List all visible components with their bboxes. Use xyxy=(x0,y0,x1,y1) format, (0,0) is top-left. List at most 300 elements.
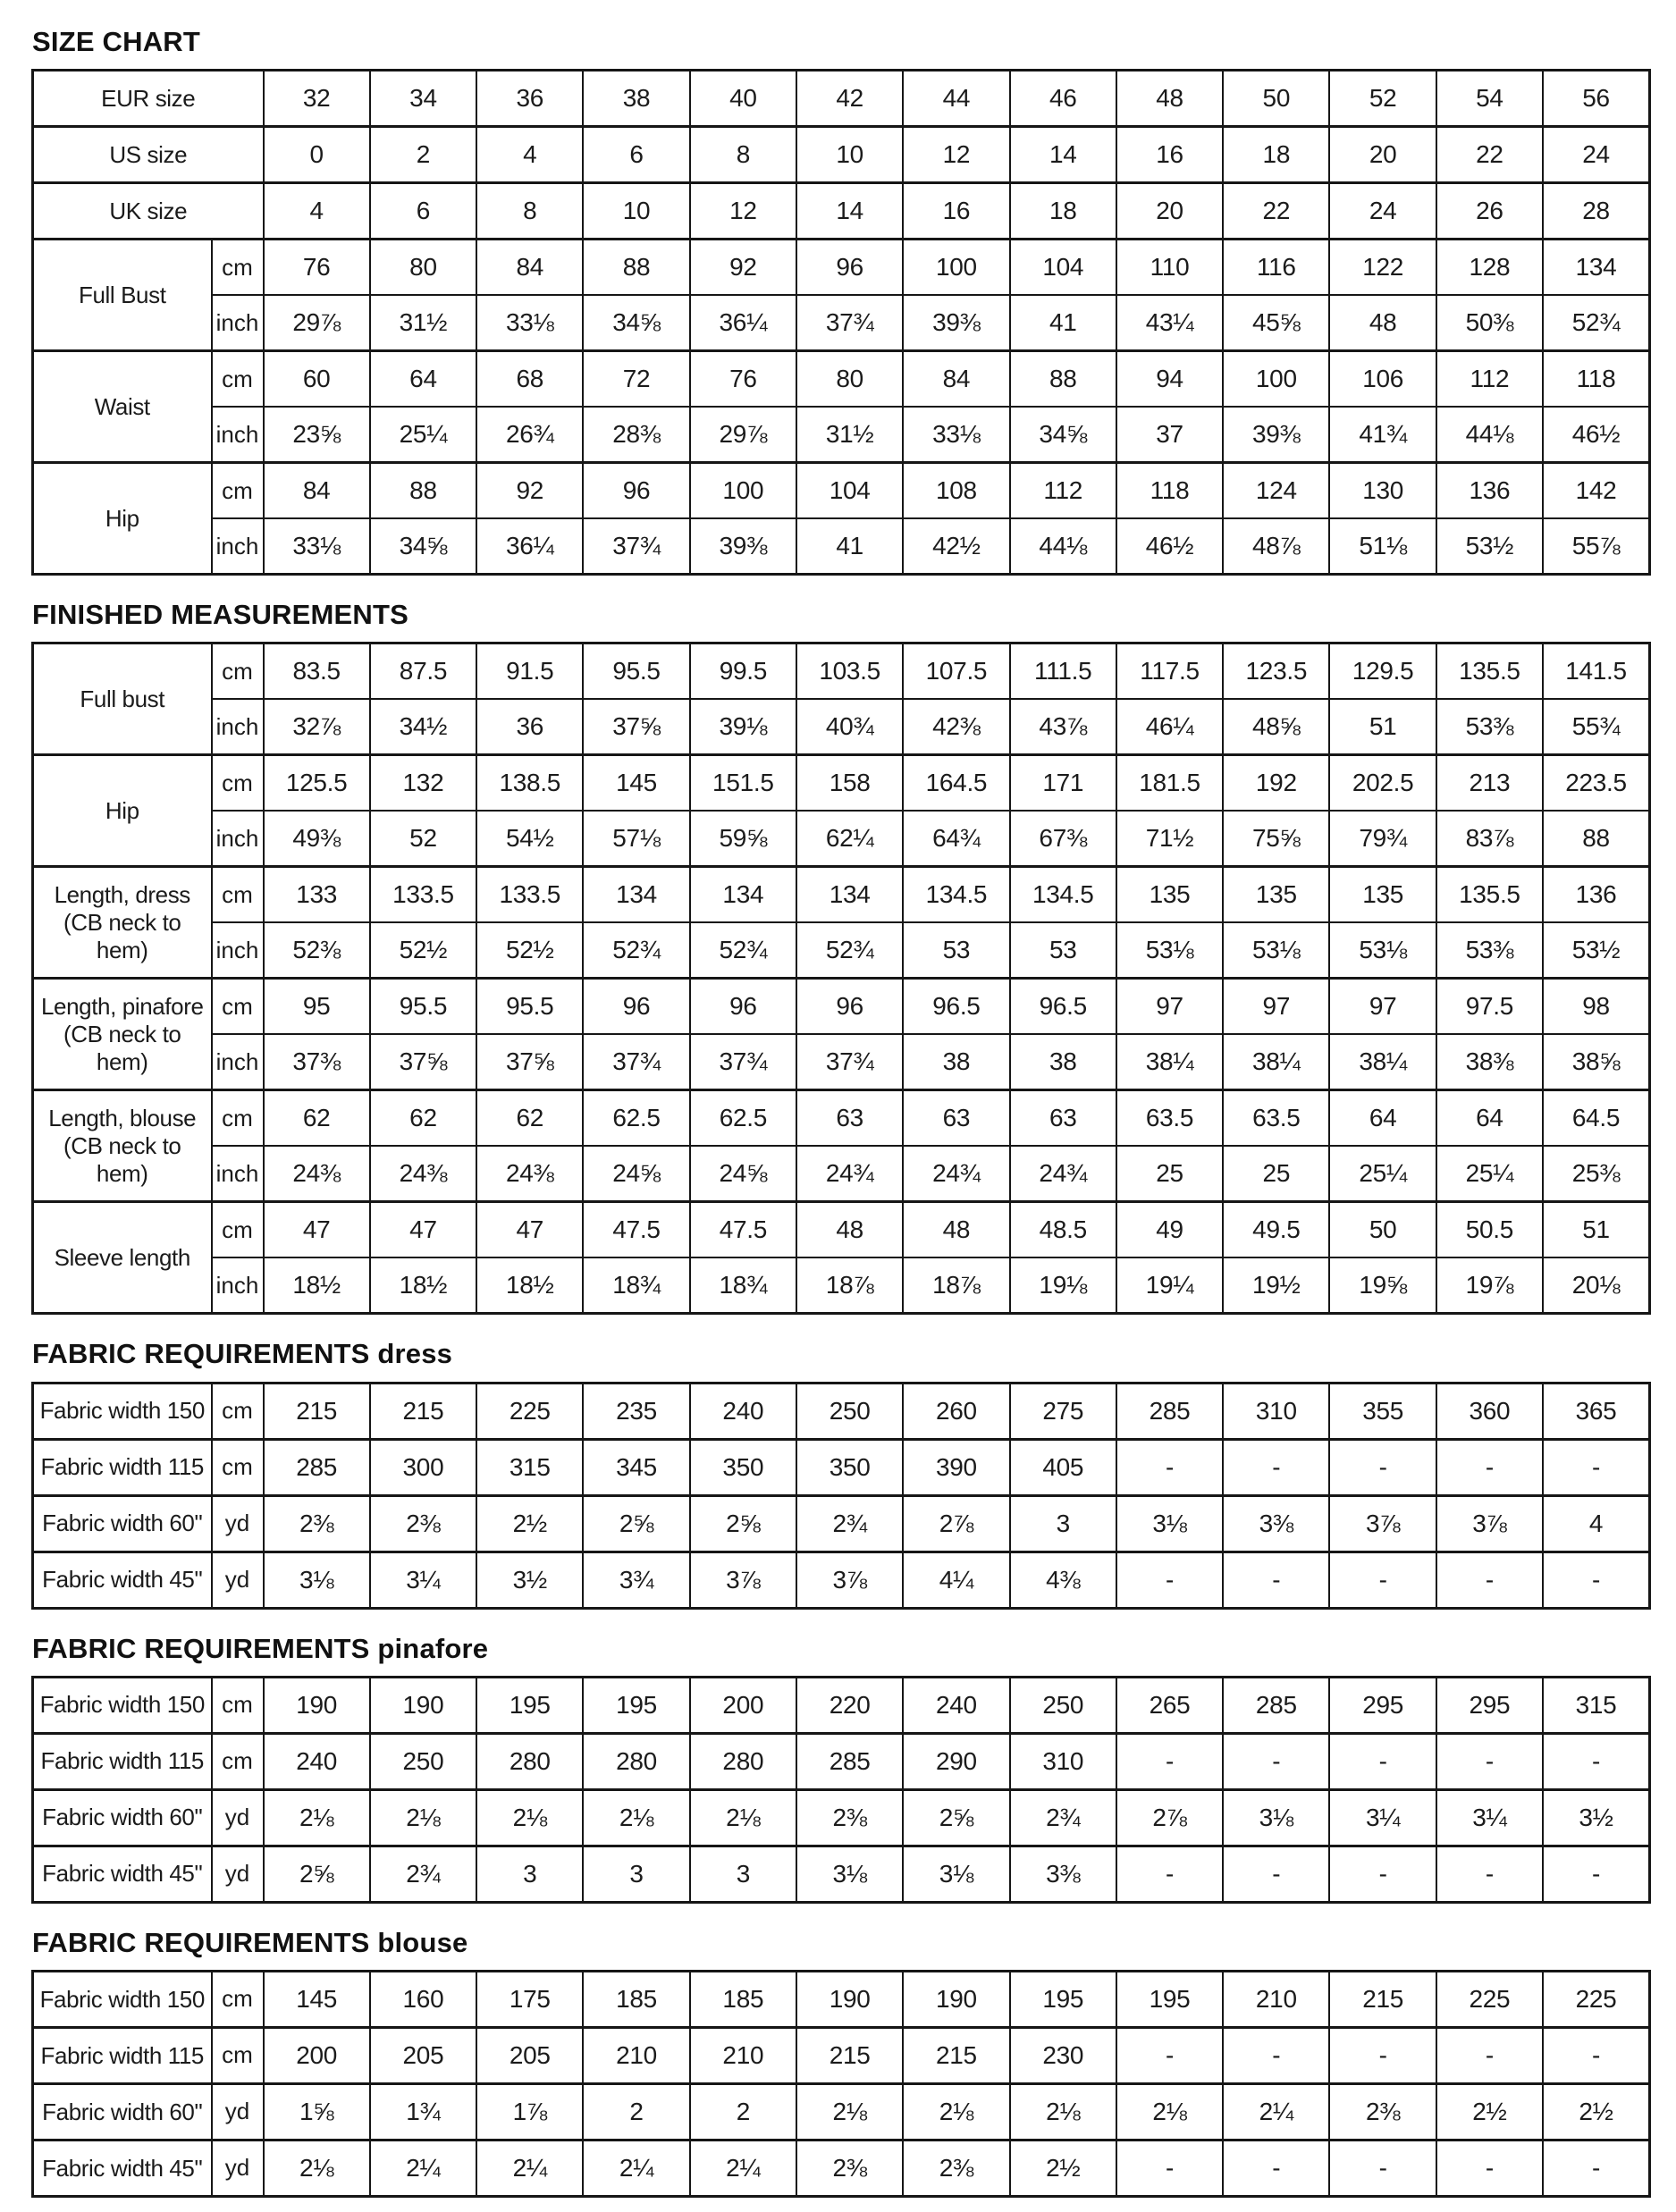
value-cell: 40¾ xyxy=(796,699,903,755)
row-label: Fabric width 115 xyxy=(33,1439,212,1495)
unit-cell: inch xyxy=(212,1257,264,1314)
value-cell: 52¾ xyxy=(583,922,689,979)
value-cell: 52 xyxy=(370,811,476,867)
value-cell: 106 xyxy=(1329,351,1436,408)
value-cell: 91.5 xyxy=(476,643,583,700)
value-cell: 64 xyxy=(370,351,476,408)
table-row xyxy=(33,518,1650,575)
value-cell: 2½ xyxy=(1010,2140,1116,2196)
value-cell: - xyxy=(1436,1846,1543,1902)
value-cell: 48 xyxy=(1116,71,1223,127)
row-label: Full bust xyxy=(33,643,212,755)
value-cell: 160 xyxy=(370,1971,476,2027)
value-cell: 38¼ xyxy=(1329,1034,1436,1090)
value-cell: 164.5 xyxy=(903,755,1009,812)
value-cell: 129.5 xyxy=(1329,643,1436,700)
value-cell: 4⅜ xyxy=(1010,1552,1116,1608)
table-row xyxy=(33,1789,1650,1846)
value-cell: 280 xyxy=(476,1733,583,1789)
value-cell: 46 xyxy=(1010,71,1116,127)
unit-cell: yd xyxy=(212,2083,264,2140)
value-cell: 110 xyxy=(1116,240,1223,296)
value-cell: 134 xyxy=(690,867,796,923)
value-cell: 36¼ xyxy=(690,295,796,351)
unit-cell: cm xyxy=(212,2027,264,2083)
value-cell: 96.5 xyxy=(903,979,1009,1035)
value-cell: 55⅞ xyxy=(1543,518,1649,575)
table-row xyxy=(33,1257,1650,1314)
value-cell: 32 xyxy=(264,71,370,127)
value-cell: 49.5 xyxy=(1223,1202,1329,1258)
value-cell: - xyxy=(1329,1733,1436,1789)
value-cell: 54 xyxy=(1436,71,1543,127)
value-cell: 33⅛ xyxy=(476,295,583,351)
value-cell: 3⅞ xyxy=(796,1552,903,1608)
section-title-fabric-requirements-pinafore: FABRIC REQUIREMENTS pinafore xyxy=(32,1632,489,1664)
value-cell: - xyxy=(1223,1439,1329,1495)
value-cell: 52¾ xyxy=(690,922,796,979)
value-cell: - xyxy=(1116,1846,1223,1902)
value-cell: 133 xyxy=(264,867,370,923)
unit-cell: inch xyxy=(212,518,264,575)
value-cell: 118 xyxy=(1116,463,1223,519)
value-cell: 62 xyxy=(476,1090,583,1147)
value-cell: 48⅞ xyxy=(1223,518,1329,575)
value-cell: 37¾ xyxy=(796,295,903,351)
value-cell: 53½ xyxy=(1543,922,1649,979)
value-cell: 210 xyxy=(583,2027,689,2083)
value-cell: 24⅜ xyxy=(370,1146,476,1202)
value-cell: 136 xyxy=(1436,463,1543,519)
value-cell: 141.5 xyxy=(1543,643,1649,700)
value-cell: 24¾ xyxy=(796,1146,903,1202)
value-cell: - xyxy=(1329,2027,1436,2083)
unit-cell: yd xyxy=(212,1789,264,1846)
value-cell: 48 xyxy=(903,1202,1009,1258)
value-cell: 19⅞ xyxy=(1436,1257,1543,1314)
unit-cell: cm xyxy=(212,351,264,408)
value-cell: 117.5 xyxy=(1116,643,1223,700)
value-cell: 2⅜ xyxy=(264,1495,370,1552)
value-cell: 24 xyxy=(1543,127,1649,183)
value-cell: 18 xyxy=(1010,183,1116,240)
value-cell: 235 xyxy=(583,1383,689,1439)
table-row xyxy=(33,811,1650,867)
value-cell: 202.5 xyxy=(1329,755,1436,812)
value-cell: 390 xyxy=(903,1439,1009,1495)
value-cell: 88 xyxy=(1543,811,1649,867)
value-cell: 24¾ xyxy=(1010,1146,1116,1202)
value-cell: 49 xyxy=(1116,1202,1223,1258)
value-cell: 124 xyxy=(1223,463,1329,519)
value-cell: 62 xyxy=(370,1090,476,1147)
value-cell: 142 xyxy=(1543,463,1649,519)
value-cell: 97.5 xyxy=(1436,979,1543,1035)
row-label: Fabric width 60" xyxy=(33,2083,212,2140)
value-cell: 20⅛ xyxy=(1543,1257,1649,1314)
value-cell: 111.5 xyxy=(1010,643,1116,700)
value-cell: 53⅛ xyxy=(1329,922,1436,979)
value-cell: 49⅜ xyxy=(264,811,370,867)
value-cell: 76 xyxy=(690,351,796,408)
unit-cell: inch xyxy=(212,295,264,351)
value-cell: 4 xyxy=(1543,1495,1649,1552)
value-cell: 100 xyxy=(1223,351,1329,408)
value-cell: 285 xyxy=(264,1439,370,1495)
value-cell: 59⅝ xyxy=(690,811,796,867)
value-cell: 39⅜ xyxy=(1223,407,1329,463)
row-sublabel: (CB neck to hem) xyxy=(63,1132,181,1187)
value-cell: 2⅝ xyxy=(264,1846,370,1902)
value-cell: 223.5 xyxy=(1543,755,1649,812)
value-cell: 53⅛ xyxy=(1116,922,1223,979)
value-cell: 118 xyxy=(1543,351,1649,408)
row-label: Hip xyxy=(33,463,212,575)
value-cell: 3 xyxy=(476,1846,583,1902)
value-cell: 190 xyxy=(903,1971,1009,2027)
value-cell: 285 xyxy=(1223,1677,1329,1733)
value-cell: 31½ xyxy=(796,407,903,463)
value-cell: 10 xyxy=(583,183,689,240)
value-cell: 3¼ xyxy=(370,1552,476,1608)
value-cell: 51 xyxy=(1329,699,1436,755)
value-cell: 300 xyxy=(370,1439,476,1495)
value-cell: - xyxy=(1436,1439,1543,1495)
table-row xyxy=(33,2027,1650,2083)
value-cell: 200 xyxy=(690,1677,796,1733)
value-cell: 215 xyxy=(370,1383,476,1439)
value-cell: 175 xyxy=(476,1971,583,2027)
unit-cell: cm xyxy=(212,867,264,923)
unit-cell: yd xyxy=(212,1846,264,1902)
unit-cell: cm xyxy=(212,1090,264,1147)
value-cell: 3⅞ xyxy=(1329,1495,1436,1552)
value-cell: 34⅝ xyxy=(370,518,476,575)
value-cell: 1⅝ xyxy=(264,2083,370,2140)
unit-cell: yd xyxy=(212,1552,264,1608)
value-cell: 36 xyxy=(476,71,583,127)
value-cell: 134.5 xyxy=(903,867,1009,923)
value-cell: 64 xyxy=(1436,1090,1543,1147)
value-cell: 285 xyxy=(796,1733,903,1789)
value-cell: 2¼ xyxy=(476,2140,583,2196)
value-cell: 134.5 xyxy=(1010,867,1116,923)
value-cell: 47 xyxy=(264,1202,370,1258)
value-cell: 345 xyxy=(583,1439,689,1495)
value-cell: 62 xyxy=(264,1090,370,1147)
row-label: Fabric width 45" xyxy=(33,2140,212,2196)
row-label: Fabric width 45" xyxy=(33,1846,212,1902)
value-cell: 64¾ xyxy=(903,811,1009,867)
table-row xyxy=(33,407,1650,463)
value-cell: 260 xyxy=(903,1383,1009,1439)
value-cell: 96 xyxy=(583,979,689,1035)
unit-cell: yd xyxy=(212,1495,264,1552)
value-cell: 2¾ xyxy=(1010,1789,1116,1846)
value-cell: 44 xyxy=(903,71,1009,127)
value-cell: 135 xyxy=(1223,867,1329,923)
value-cell: - xyxy=(1543,1552,1649,1608)
value-cell: 6 xyxy=(370,183,476,240)
value-cell: 295 xyxy=(1436,1677,1543,1733)
value-cell: 37¾ xyxy=(583,1034,689,1090)
row-label: Fabric width 150 xyxy=(33,1677,212,1733)
value-cell: 34 xyxy=(370,71,476,127)
value-cell: - xyxy=(1223,1846,1329,1902)
value-cell: 47 xyxy=(476,1202,583,1258)
value-cell: 315 xyxy=(476,1439,583,1495)
value-cell: 3½ xyxy=(476,1552,583,1608)
value-cell: 215 xyxy=(796,2027,903,2083)
value-cell: 48.5 xyxy=(1010,1202,1116,1258)
table-body xyxy=(33,1677,1650,1902)
value-cell: 56 xyxy=(1543,71,1649,127)
row-label: Fabric width 115 xyxy=(33,1733,212,1789)
value-cell: 88 xyxy=(583,240,689,296)
value-cell: 37¾ xyxy=(690,1034,796,1090)
row-label: Waist xyxy=(33,351,212,463)
value-cell: 46¼ xyxy=(1116,699,1223,755)
value-cell: 26¾ xyxy=(476,407,583,463)
value-cell: 122 xyxy=(1329,240,1436,296)
table-body xyxy=(33,1971,1650,2196)
value-cell: 2 xyxy=(690,2083,796,2140)
value-cell: 37⅝ xyxy=(583,699,689,755)
value-cell: 265 xyxy=(1116,1677,1223,1733)
value-cell: 3⅛ xyxy=(796,1846,903,1902)
value-cell: 3⅜ xyxy=(1223,1495,1329,1552)
value-cell: - xyxy=(1329,1439,1436,1495)
value-cell: 53 xyxy=(1010,922,1116,979)
value-cell: 19⅛ xyxy=(1010,1257,1116,1314)
value-cell: 225 xyxy=(1436,1971,1543,2027)
value-cell: 2½ xyxy=(1543,2083,1649,2140)
value-cell: 3⅛ xyxy=(903,1846,1009,1902)
value-cell: 34½ xyxy=(370,699,476,755)
value-cell: - xyxy=(1436,2027,1543,2083)
value-cell: - xyxy=(1329,1846,1436,1902)
unit-cell: cm xyxy=(212,1971,264,2027)
value-cell: 2⅛ xyxy=(476,1789,583,1846)
value-cell: 210 xyxy=(1223,1971,1329,2027)
row-label: Fabric width 150 xyxy=(33,1383,212,1439)
value-cell: 88 xyxy=(1010,351,1116,408)
value-cell: 50.5 xyxy=(1436,1202,1543,1258)
value-cell: - xyxy=(1116,1439,1223,1495)
value-cell: 230 xyxy=(1010,2027,1116,2083)
table-row xyxy=(33,1971,1650,2027)
table-row xyxy=(33,240,1650,296)
value-cell: 6 xyxy=(583,127,689,183)
value-cell: 210 xyxy=(690,2027,796,2083)
value-cell: 190 xyxy=(264,1677,370,1733)
value-cell: 37¾ xyxy=(796,1034,903,1090)
value-cell: 28 xyxy=(1543,183,1649,240)
value-cell: 2¼ xyxy=(690,2140,796,2196)
value-cell: 132 xyxy=(370,755,476,812)
value-cell: 310 xyxy=(1010,1733,1116,1789)
value-cell: 44⅛ xyxy=(1010,518,1116,575)
value-cell: - xyxy=(1329,1552,1436,1608)
value-cell: 4 xyxy=(476,127,583,183)
table-row xyxy=(33,699,1650,755)
value-cell: 19¼ xyxy=(1116,1257,1223,1314)
table-body xyxy=(33,643,1650,1314)
value-cell: 38⅝ xyxy=(1543,1034,1649,1090)
value-cell: 190 xyxy=(796,1971,903,2027)
value-cell: - xyxy=(1543,1733,1649,1789)
value-cell: 88 xyxy=(370,463,476,519)
value-cell: 92 xyxy=(690,240,796,296)
value-cell: 2⅝ xyxy=(583,1495,689,1552)
value-cell: 68 xyxy=(476,351,583,408)
value-cell: 280 xyxy=(690,1733,796,1789)
value-cell: 53⅜ xyxy=(1436,699,1543,755)
value-cell: 2⅛ xyxy=(1010,2083,1116,2140)
value-cell: 53⅛ xyxy=(1223,922,1329,979)
table-body xyxy=(33,71,1650,575)
value-cell: 2⅜ xyxy=(796,1789,903,1846)
value-cell: 134 xyxy=(583,867,689,923)
section-title-size-chart: SIZE CHART xyxy=(32,26,200,57)
table-size-chart xyxy=(31,69,1651,576)
section-fabric-requirements-dress xyxy=(31,1337,1651,1609)
value-cell: 19½ xyxy=(1223,1257,1329,1314)
table-fabric-requirements-dress xyxy=(31,1382,1651,1610)
row-label: Fabric width 60" xyxy=(33,1789,212,1846)
value-cell: 25¼ xyxy=(1436,1146,1543,1202)
value-cell: 16 xyxy=(903,183,1009,240)
value-cell: 215 xyxy=(1329,1971,1436,2027)
value-cell: 2¾ xyxy=(370,1846,476,1902)
value-cell: 2¼ xyxy=(1223,2083,1329,2140)
value-cell: 136 xyxy=(1543,867,1649,923)
value-cell: 50 xyxy=(1329,1202,1436,1258)
value-cell: 32⅞ xyxy=(264,699,370,755)
value-cell: 41¾ xyxy=(1329,407,1436,463)
value-cell: 22 xyxy=(1436,127,1543,183)
value-cell: 104 xyxy=(796,463,903,519)
content xyxy=(31,25,1651,2198)
value-cell: 24⅝ xyxy=(690,1146,796,1202)
row-sublabel: (CB neck to hem) xyxy=(63,1021,181,1075)
value-cell: 2½ xyxy=(1436,2083,1543,2140)
value-cell: 405 xyxy=(1010,1439,1116,1495)
value-cell: 145 xyxy=(583,755,689,812)
row-label: Length, pinafore (CB neck to hem) xyxy=(33,979,212,1090)
value-cell: - xyxy=(1543,2140,1649,2196)
value-cell: 20 xyxy=(1329,127,1436,183)
value-cell: 280 xyxy=(583,1733,689,1789)
unit-cell: cm xyxy=(212,1733,264,1789)
unit-cell: cm xyxy=(212,643,264,700)
value-cell: 250 xyxy=(370,1733,476,1789)
value-cell: 25¼ xyxy=(1329,1146,1436,1202)
table-row xyxy=(33,1034,1650,1090)
value-cell: 39⅜ xyxy=(903,295,1009,351)
value-cell: 39⅜ xyxy=(690,518,796,575)
value-cell: 2⅛ xyxy=(796,2083,903,2140)
unit-cell: cm xyxy=(212,979,264,1035)
value-cell: 350 xyxy=(796,1439,903,1495)
unit-cell: cm xyxy=(212,1383,264,1439)
value-cell: 16 xyxy=(1116,127,1223,183)
value-cell: 350 xyxy=(690,1439,796,1495)
value-cell: 195 xyxy=(583,1677,689,1733)
table-row xyxy=(33,463,1650,519)
row-label: Sleeve length xyxy=(33,1202,212,1314)
row-label: Fabric width 45" xyxy=(33,1552,212,1608)
value-cell: 205 xyxy=(370,2027,476,2083)
value-cell: 1¾ xyxy=(370,2083,476,2140)
value-cell: - xyxy=(1223,1733,1329,1789)
value-cell: 2⅛ xyxy=(1116,2083,1223,2140)
value-cell: 151.5 xyxy=(690,755,796,812)
value-cell: 135.5 xyxy=(1436,643,1543,700)
unit-cell: yd xyxy=(212,2140,264,2196)
value-cell: 2⅝ xyxy=(903,1789,1009,1846)
value-cell: 38¼ xyxy=(1116,1034,1223,1090)
value-cell: 46½ xyxy=(1116,518,1223,575)
value-cell: 36¼ xyxy=(476,518,583,575)
table-finished-measurements xyxy=(31,642,1651,1315)
value-cell: 3¼ xyxy=(1329,1789,1436,1846)
section-title-finished-measurements: FINISHED MEASUREMENTS xyxy=(32,599,409,631)
value-cell: 25¼ xyxy=(370,407,476,463)
value-cell: 3⅛ xyxy=(1116,1495,1223,1552)
value-cell: 43⅞ xyxy=(1010,699,1116,755)
value-cell: 2⅜ xyxy=(370,1495,476,1552)
value-cell: 25 xyxy=(1223,1146,1329,1202)
row-label: Hip xyxy=(33,755,212,867)
value-cell: 158 xyxy=(796,755,903,812)
value-cell: 99.5 xyxy=(690,643,796,700)
value-cell: 171 xyxy=(1010,755,1116,812)
table-row xyxy=(33,2083,1650,2140)
value-cell: 18⅞ xyxy=(903,1257,1009,1314)
value-cell: 95.5 xyxy=(583,643,689,700)
table-row xyxy=(33,295,1650,351)
value-cell: 2¼ xyxy=(370,2140,476,2196)
value-cell: 3⅛ xyxy=(1223,1789,1329,1846)
value-cell: 2 xyxy=(583,2083,689,2140)
value-cell: 19⅝ xyxy=(1329,1257,1436,1314)
unit-cell: cm xyxy=(212,240,264,296)
value-cell: 52⅜ xyxy=(264,922,370,979)
value-cell: 20 xyxy=(1116,183,1223,240)
value-cell: 84 xyxy=(476,240,583,296)
value-cell: 0 xyxy=(264,127,370,183)
value-cell: 54½ xyxy=(476,811,583,867)
value-cell: 48⅝ xyxy=(1223,699,1329,755)
value-cell: - xyxy=(1116,1552,1223,1608)
value-cell: 14 xyxy=(796,183,903,240)
value-cell: 3 xyxy=(690,1846,796,1902)
unit-cell: inch xyxy=(212,407,264,463)
value-cell: 24 xyxy=(1329,183,1436,240)
value-cell: - xyxy=(1543,2027,1649,2083)
value-cell: 47 xyxy=(370,1202,476,1258)
value-cell: 3½ xyxy=(1543,1789,1649,1846)
value-cell: 53⅜ xyxy=(1436,922,1543,979)
value-cell: 215 xyxy=(903,2027,1009,2083)
value-cell: 133.5 xyxy=(476,867,583,923)
value-cell: 3⅞ xyxy=(1436,1495,1543,1552)
value-cell: 108 xyxy=(903,463,1009,519)
table-row xyxy=(33,1733,1650,1789)
value-cell: 275 xyxy=(1010,1383,1116,1439)
value-cell: - xyxy=(1543,1846,1649,1902)
